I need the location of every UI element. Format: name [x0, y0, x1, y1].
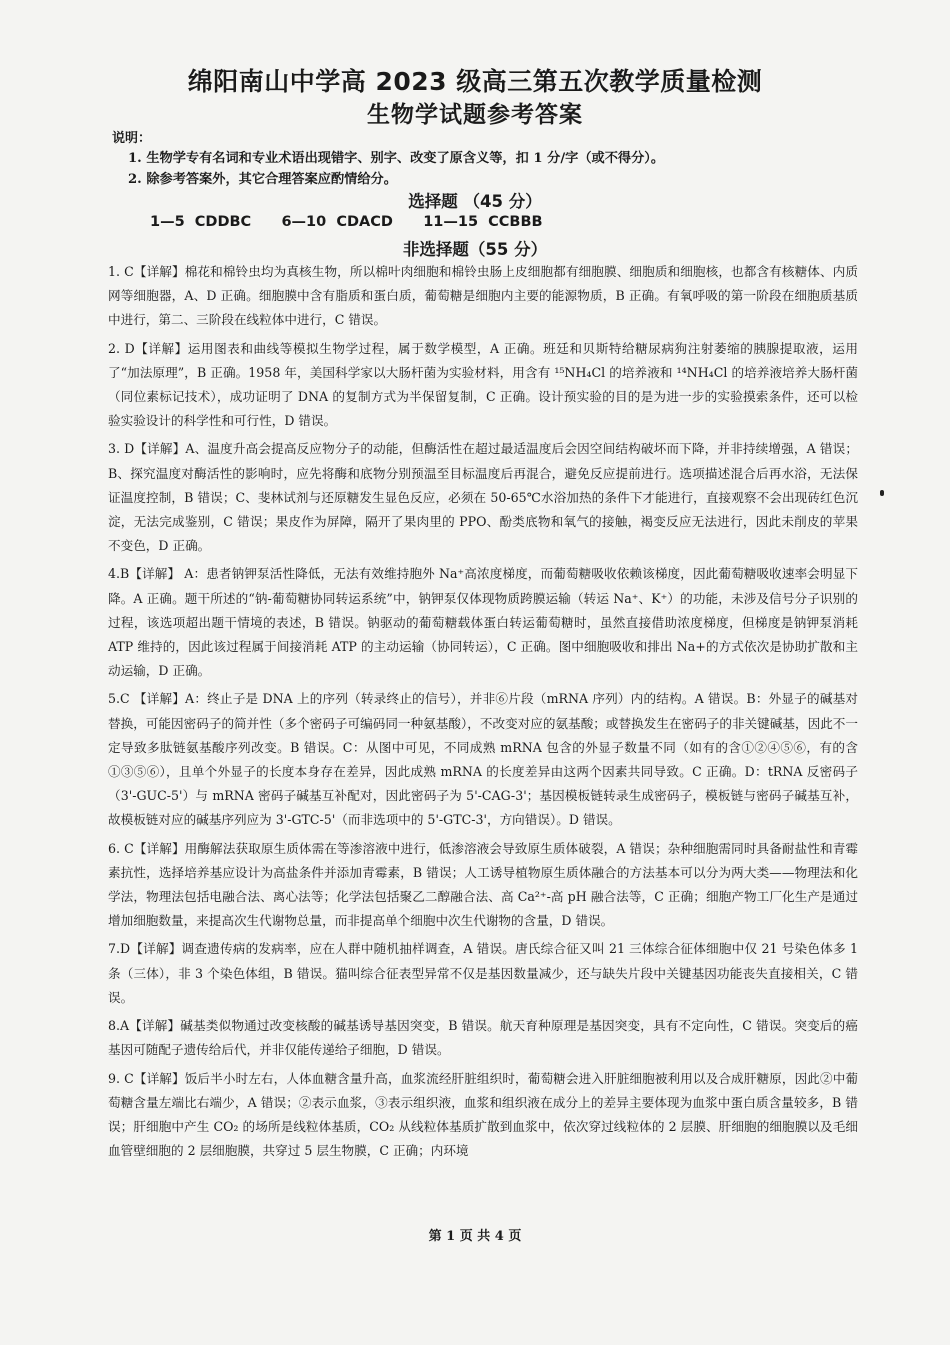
scan-speck [880, 490, 884, 496]
nonchoice-section-title: 非选择题（55 分） [402, 240, 548, 259]
explanation-item: 8.A【详解】碱基类似物通过改变核酸的碱基诱导基因突变，B 错误。航天育种原理是基因突变，具有不定向性，C 错误。突变后的癌基因可随配子遗传给后代，并非仅能传递给子细胞，D 错误。 [108, 1018, 858, 1058]
choice-answers: 1—5 CDDBC 6—10 CDACD 11—15 CCBBB [150, 214, 543, 230]
explanation-item: 9. C【详解】饭后半小时左右，人体血糖含量升高，血浆流经肝脏组织时，葡萄糖会进入肝脏细胞被利用以及合成肝糖原，因此②中葡萄糖含量左端比右端少，A 错误；②表示血浆，③表示组织液，血浆和组织液在成分上的差异主要体现为血浆中蛋白质含量较多，B 错误；肝细胞中产生 CO₂ 的场所是线粒体基质，CO₂ 从线粒体基质扩散到血浆中，依次穿过线粒体的 2 层膜、肝细胞的细胞膜以及毛细血管壁细胞的 2 层细胞膜，共穿过 5 层生物膜，C 正确；内环境 [108, 1070, 858, 1159]
explanation-item: 6. C【详解】用酶解法获取原生质体需在等渗溶液中进行，低渗溶液会导致原生质体破裂，A 错误；杂种细胞需同时具备耐盐性和青霉素抗性，选择培养基应设计为高盐条件并添加青霉素，B 错误；人工诱导植物原生质体融合的方法基本可以分为两大类——物理法和化学法，物理法包括电融合法、离心法等；化学法包括聚乙二醇融合法、高 Ca²⁺-高 pH 融合法等，C 正确；细胞产物工厂化生产是通过增加细胞数量，来提高次生代谢物总量，而非提高单个细胞中次生代谢物的含量，D 错误。 [108, 840, 858, 929]
explanation-item: 7.D【详解】调查遗传病的发病率，应在人群中随机抽样调查，A 错误。唐氏综合征又叫 21 三体综合征体细胞中仅 21 号染色体多 1 条（三体），非 3 个染色体组，B 错误。猫叫综合征表型异常不仅是基因数量减少，还与缺失片段中关键基因功能丧失直接相关，C 错误。 [108, 941, 858, 1005]
notes-heading: 说明： [112, 131, 152, 146]
explanation-item: 4.B【详解】 A：患者钠钾泵活性降低，无法有效维持胞外 Na⁺高浓度梯度，而葡萄糖吸收依赖该梯度，因此葡萄糖吸收速率会明显下降。A 正确。题干所述的“钠-葡萄糖协同转运系统”中，钠钾泵仅体现物质跨膜运输（转运 Na⁺、K⁺）的功能，未涉及信号分子识别的过程，该选项超出题干情境的表述，B 错误。钠驱动的葡萄糖载体蛋白转运葡萄糖时，虽然直接借助浓度梯度，但梯度是钠钾泵消耗 ATP 维持的，因此该过程属于间接消耗 ATP 的主动运输（协同转运），C 正确。图中细胞吸收和排出 Na+的方式依次是协助扩散和主动运输，D 正确。 [108, 566, 858, 679]
note-item: 1. 生物学专有名词和专业术语出现错字、别字、改变了原含义等，扣 1 分/字（或不得分）。 [128, 151, 665, 166]
explanation-item: 1. C【详解】棉花和棉铃虫均为真核生物，所以棉叶肉细胞和棉铃虫肠上皮细胞都有细胞膜、细胞质和细胞核，也都含有核糖体、内质网等细胞器，A、D 正确。细胞膜中含有脂质和蛋白质，葡萄糖是细胞内主要的能源物质，B 正确。有氧呼吸的第一阶段在细胞质基质中进行，第二、三阶段在线粒体中进行，C 错误。 [108, 264, 858, 328]
document-title: 绵阳南山中学高 2023 级高三第五次教学质量检测 [187, 67, 763, 96]
explanation-item: 5.C 【详解】A：终止子是 DNA 上的序列（转录终止的信号），并非⑥片段（mRNA 序列）内的结构。A 错误。B：外显子的碱基对替换，可能因密码子的简并性（多个密码子可编码同一种氨基酸），不改变对应的氨基酸；或替换发生在密码子的非关键碱基，因此不一定导致多肽链氨基酸序列改变。B 错误。C：从图中可见，不同成熟 mRNA 包含的外显子数量不同（如有的含①②④⑤⑥，有的含①③⑤⑥），且单个外显子的长度本身存在差异，因此成熟 mRNA 的长度差异由这两个因素共同导致。C 正确。D：tRNA 反密码子（3'-GUC-5'）与 mRNA 密码子碱基互补配对，因此密码子为 5'-CAG-3'；基因模板链转录生成密码子，模板链与密码子碱基互补，故模板链对应的碱基序列应为 3'-GTC-5'（而非选项中的 5'-GTC-3'，方向错误）。D 错误。 [108, 691, 858, 828]
note-item: 2. 除参考答案外，其它合理答案应酌情给分。 [128, 172, 397, 187]
explanation-item: 2. D【详解】运用图表和曲线等模拟生物学过程，属于数学模型，A 正确。班廷和贝斯特给糖尿病狗注射萎缩的胰腺提取液，运用了“加法原理”，B 正确。1958 年，美国科学家以大肠杆菌为实验材料，用含有 ¹⁵NH₄Cl 的培养液和 ¹⁴NH₄Cl 的培养液培养大肠杆菌（同位素标记技术），成功证明了 DNA 的复制方式为半保留复制，C 正确。设计预实验的目的是为进一步的实验摸索条件，还可以检验实验设计的科学性和可行性，D 错误。 [108, 340, 858, 429]
page-number: 第 1 页 共 4 页 [428, 1229, 522, 1244]
explanations [108, 260, 858, 1167]
document-subtitle: 生物学试题参考答案 [367, 102, 583, 128]
choice-section-title: 选择题 （45 分） [408, 192, 542, 211]
explanation-item: 3. D【详解】A、温度升高会提高反应物分子的动能，但酶活性在超过最适温度后会因空间结构破坏而下降，并非持续增强，A 错误；B、探究温度对酶活性的影响时，应先将酶和底物分别预温至目标温度后再混合，避免反应提前进行。选项描述混合后再水浴，无法保证温度控制，B 错误；C、斐林试剂与还原糖发生显色反应，必须在 50-65℃水浴加热的条件下才能进行，直接观察不会出现砖红色沉淀，无法完成鉴别，C 错误；果皮作为屏障，隔开了果肉里的 PPO、酚类底物和氧气的接触，褐变反应无法进行，因此未削皮的苹果不变色，D 正确。 [108, 441, 858, 554]
